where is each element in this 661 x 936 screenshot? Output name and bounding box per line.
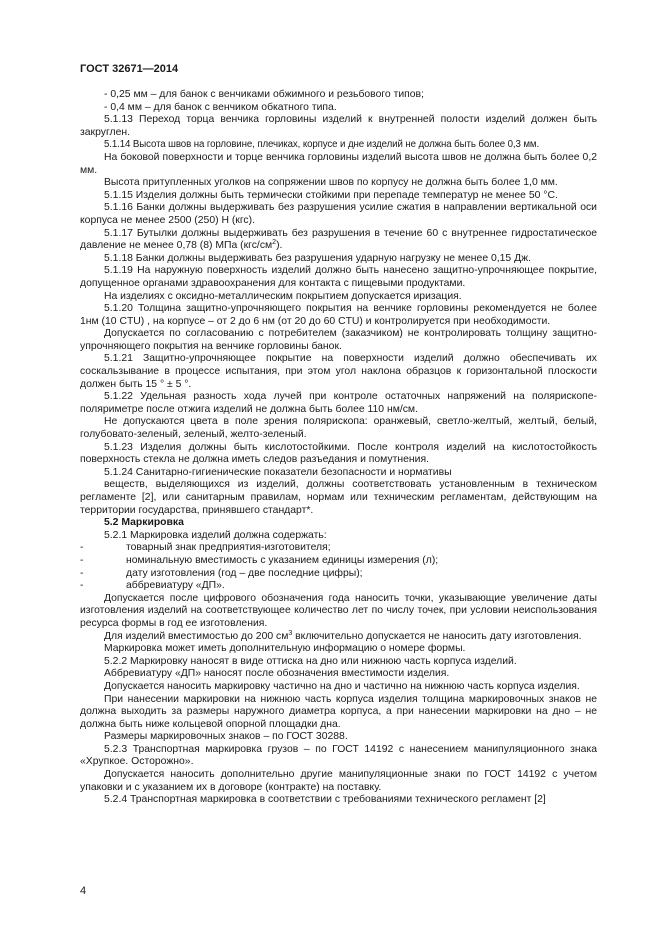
paragraph: Допускается по согласованию с потребителем (заказчиком) не контролировать толщину защитно-упрочняющего покрытия на венчике горловины банок. (80, 328, 597, 352)
paragraph: Не допускаются цвета в поле зрения полярископа: оранжевый, светло-желтый, желтый, белый, голубовато-зеленый, зеленый, желто-зеленый. (80, 416, 597, 441)
paragraph: На боковой поверхности и торце венчика горловины изделий высота швов не должна быть более 0,2 мм. (80, 151, 597, 176)
clause-5-1-21: 5.1.21 Защитно-упрочняющее покрытие на поверхности изделий должно обеспечивать их соскальзывание в процессе испытания, при этом угол наклона образцов к горизонтальной плоскости должен быть 15 ° ± 5 °. (80, 353, 597, 390)
document-body (80, 89, 597, 807)
paragraph: Размеры маркировочных знаков – по ГОСТ 30288. (104, 731, 348, 743)
list-item-text: аббревиатуру «ДП». (126, 580, 225, 592)
clause-5-1-23: 5.1.23 Изделия должны быть кислотостойкими. После контроля изделий на кислотостойкость поверхность стекла не должна иметь следов разъедания и помутнения. (80, 441, 597, 466)
clause-5-1-15: 5.1.15 Изделия должны быть термически стойкими при перепаде температур не менее 50 °С. (104, 189, 558, 201)
paragraph: Допускается наносить дополнительно другие манипуляционные знаки по ГОСТ 14192 с учетом упаковки и с указанием их в договоре (контракте) на поставку. (80, 769, 597, 793)
list-item (80, 580, 597, 593)
clause-5-1-20: 5.1.20 Толщина защитно-упрочняющего покрытия на венчике горловины рекомендуется не более 1нм (10 CTU) , на корпусе – от 2 до 6 нм (от 20 до 60 CTU) и контролируется при необходимости. (80, 303, 597, 327)
clause-5-1-17 (80, 228, 597, 253)
clause-5-1-13: 5.1.13 Переход торца венчика горловины изделий к внутренней полости изделий должен быть закруглен. (80, 114, 597, 138)
superscript: 2 (272, 239, 277, 247)
list-dash: - (80, 554, 84, 566)
list-item-text: дату изготовления (год – две последние цифры); (126, 567, 363, 579)
paragraph: Допускается наносить маркировку частично на дно и частично на нижнюю часть корпуса изделия. (104, 680, 580, 692)
clause-5-1-24: 5.1.24 Санитарно-гигиенические показатели безопасности и нормативы (104, 466, 452, 478)
clause-5-1-16: 5.1.16 Банки должны выдерживать без разрушения усилие сжатия в направлении вертикальной оси корпуса не менее 2500 (250) Н (кгс). (80, 202, 597, 226)
paragraph: Маркировка может иметь дополнительную информацию о номере формы. (104, 643, 466, 655)
clause-5-1-18: 5.1.18 Банки должны выдерживать без разрушения ударную нагрузку не менее 0,15 Дж. (104, 252, 531, 264)
clause-5-1-22: 5.1.22 Удельная разность хода лучей при контроле остаточных напряжений на полярископе-поляриметре после отжига изделий не должна быть более 110 нм/см. (80, 391, 597, 415)
paragraph-text: Для изделий вместимостью до 200 см (104, 630, 289, 642)
section-heading-marking: 5.2 Маркировка (104, 517, 184, 529)
page-number: 4 (80, 885, 87, 897)
paragraph: - 0,4 мм – для банок с венчиком обкатного типа. (104, 101, 337, 113)
list-dash: - (80, 542, 84, 554)
list-item (80, 555, 597, 568)
clause-text: ). (276, 240, 283, 252)
list-dash: - (80, 567, 84, 579)
page-header-standard-number: ГОСТ 32671—2014 (80, 63, 179, 75)
clause-5-2-4: 5.2.4 Транспортная маркировка в соответствии с требованиями технического регламент [2] (104, 794, 546, 806)
clause-5-2-3: 5.2.3 Транспортная маркировка грузов – по ГОСТ 14192 с нанесением манипуляционного знака «Хрупкое. Осторожно». (80, 743, 597, 768)
clause-5-2-1: 5.2.1 Маркировка изделий должна содержать: (104, 529, 327, 541)
paragraph: На изделиях с оксидно-металлическим покрытием допускается иризация. (104, 290, 462, 302)
clause-text: 5.1.17 Бутылки должны выдерживать без разрушения в течение 60 с внутреннее гидростатическое давление не менее 0,78 (8) МПа (кгс/см (80, 227, 597, 252)
paragraph (80, 631, 597, 644)
paragraph: - 0,25 мм – для банок с венчиками обжимного и резьбового типов; (104, 89, 424, 100)
superscript: 3 (288, 629, 293, 637)
list-item (80, 568, 597, 581)
paragraph: Высота притупленных уголков на сопряжении швов по корпусу не должна быть более 1,0 мм. (104, 177, 558, 189)
paragraph: При нанесении маркировки на нижнюю часть корпуса изделия толщина маркировочных знаков не должна выходить за размеры наружного диаметра корпуса, а при нанесении маркировки на дно – не должна быть ниже кольцевой опорной площадки дна. (80, 693, 597, 730)
list-item-text: товарный знак предприятия-изготовителя; (126, 542, 331, 554)
paragraph: веществ, выделяющихся из изделий, должны соответствовать установленным в техническом регламенте [2], или санитарным правилам, нормам или техническим регламентам, действующим на территории государства, принявшего стандарт*. (80, 479, 597, 516)
clause-5-2-2: 5.2.2 Маркировку наносят в виде оттиска на дно или нижнюю часть корпуса изделий. (104, 655, 517, 667)
list-dash: - (80, 580, 84, 592)
list-item-text: номинальную вместимость с указанием единицы измерения (л); (126, 554, 439, 566)
paragraph-text: включительно допускается не наносить дату изготовления. (292, 630, 582, 642)
list-item (80, 542, 597, 555)
paragraph: Аббревиатуру «ДП» наносят после обозначения вместимости изделия. (104, 668, 450, 680)
clause-5-1-19: 5.1.19 На наружную поверхность изделий должно быть нанесено защитно-упрочняющее покрытие, допущенное органами здравоохранения для контакта с пищевыми продуктами. (80, 265, 597, 289)
paragraph: Допускается после цифрового обозначения года наносить точки, указывающие увеличение даты изготовления изделий на соответствующее количество лет по числу точек, при условии неиспользования ресурса формы в год ее изготовления. (80, 592, 597, 629)
clause-5-1-14: 5.1.14 Высота швов на горловине, плечиках, корпусе и дне изделий не должна быть более 0,3 мм. (104, 139, 540, 151)
